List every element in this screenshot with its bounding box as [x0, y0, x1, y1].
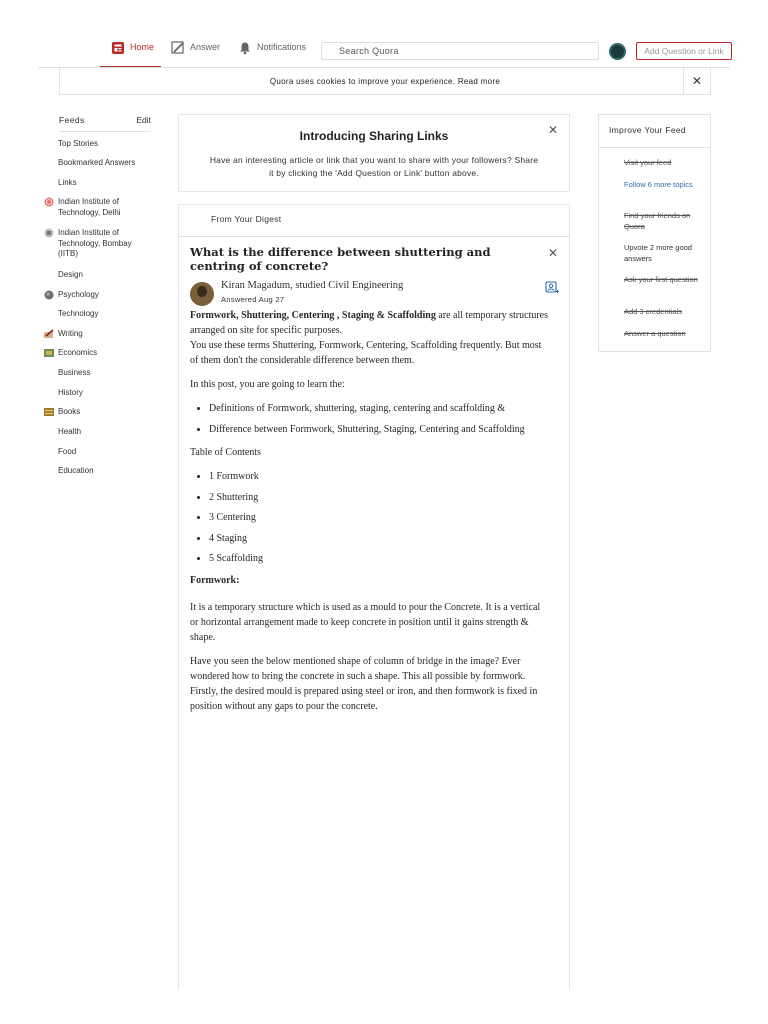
- sharing-links-card: [178, 114, 570, 192]
- sidebar-item-label: Food: [58, 447, 77, 456]
- close-icon[interactable]: ✕: [683, 68, 710, 94]
- improve-item-follow-topics[interactable]: Follow 6 more topics: [624, 180, 693, 189]
- sidebar-item-education[interactable]: [43, 466, 153, 477]
- toc-item[interactable]: • 4 Staging: [209, 531, 550, 546]
- formwork-heading-text: Formwork:: [190, 575, 240, 586]
- search-input[interactable]: Search Quora: [321, 42, 599, 60]
- sidebar-item-label: Indian Institute of Technology, Bombay (IITB): [58, 228, 132, 258]
- toc-item[interactable]: • 1 Formwork: [209, 469, 550, 484]
- improve-item-answer-question[interactable]: Answer a question: [624, 329, 686, 338]
- question-title[interactable]: What is the difference between shuttering and centring of concrete?: [190, 245, 491, 273]
- answer-date[interactable]: Answered Aug 27: [221, 295, 285, 304]
- close-icon[interactable]: ✕: [547, 123, 558, 137]
- sharing-links-body: Have an interesting article or link that you want to share with your followers? Share it by clicking the 'Add Question or Link' button above.: [209, 155, 539, 178]
- sidebar-item-label: Health: [58, 427, 82, 436]
- user-avatar[interactable]: [609, 43, 626, 60]
- sidebar-item-label: Books: [58, 407, 81, 416]
- sidebar-item-business[interactable]: [43, 368, 153, 379]
- nav-notifications-label: Notifications: [257, 42, 307, 52]
- toc-title: Table of Contents: [190, 447, 261, 458]
- sidebar-item-books[interactable]: [43, 407, 153, 418]
- learn-list: [190, 401, 550, 437]
- sidebar-item-label: Business: [58, 368, 91, 377]
- improve-item-add-credentials[interactable]: Add 3 credentials: [624, 307, 682, 316]
- sidebar-item-label: Bookmarked Answers: [58, 158, 136, 167]
- home-feed-icon: [111, 41, 125, 55]
- list-item: • Definitions of Formwork, shuttering, staging, centering and scaffolding &: [209, 401, 550, 416]
- top-nav-bar: [0, 0, 768, 68]
- list-item: • Difference between Formwork, Shuttering, Staging, Centering and Scaffolding: [209, 422, 550, 437]
- sidebar-item-label: Indian Institute of Technology, Delhi: [58, 197, 121, 217]
- formwork-heading: [190, 573, 550, 588]
- sharing-links-title: Introducing Sharing Links: [299, 129, 449, 143]
- improve-item-ask-question[interactable]: Ask your first question: [624, 275, 698, 284]
- sidebar-item-label: Design: [58, 270, 83, 279]
- add-question-button[interactable]: Add Question or Link: [636, 42, 732, 60]
- sidebar-item-label: Writing: [58, 329, 83, 338]
- economics-topic-icon: [43, 348, 55, 358]
- answer-body: [190, 308, 550, 723]
- iit-delhi-logo-icon: [43, 197, 55, 207]
- answer-intro-line2: You use these terms Shuttering, Formwork, Centering, Scaffolding frequently. But most of them don't the considerable difference between them.: [190, 340, 542, 366]
- sidebar-item-design[interactable]: [43, 270, 153, 281]
- sidebar-item-label: History: [58, 388, 83, 397]
- nav-home-label: Home: [130, 42, 155, 52]
- sidebar-item-label: Technology: [58, 309, 99, 318]
- sidebar-item-iit-delhi[interactable]: [43, 197, 153, 218]
- feeds-title: Feeds: [59, 115, 85, 125]
- sidebar-item-history[interactable]: [43, 388, 153, 399]
- sidebar-item-technology[interactable]: [43, 309, 153, 320]
- bell-icon: [238, 41, 252, 55]
- answer-card: [178, 237, 570, 990]
- writing-topic-icon: [43, 329, 55, 339]
- nav-answer-label: Answer: [190, 42, 221, 52]
- sidebar-item-links[interactable]: [43, 178, 153, 189]
- sidebar-item-health[interactable]: [43, 427, 153, 438]
- improve-item-upvote-answers[interactable]: Upvote 2 more good answers: [624, 243, 692, 263]
- sidebar-item-writing[interactable]: [43, 329, 153, 340]
- nav-notifications[interactable]: [238, 42, 306, 68]
- psychology-topic-icon: [43, 290, 55, 300]
- improve-feed-title: Improve Your Feed: [599, 115, 710, 148]
- sidebar-item-label: Psychology: [58, 290, 99, 299]
- formwork-paragraph-1: It is a temporary structure which is used as a mould to pour the Concrete. It is a vertical or horizontal arrangement made to keep concrete in position until it gains strength & shape.: [190, 602, 541, 643]
- formwork-paragraph-2: Have you seen the below mentioned shape of column of bridge in the image? Ever wondered how to bring the concrete in such a shape. This all possible by formwork. Firstly, the desired mould is prepared using steel or iron, and then formwork is fixed in position without any gaps to pour the concrete.: [190, 656, 538, 712]
- answer-intro-bold: Formwork, Shuttering, Centering , Staging & Scaffolding: [190, 310, 436, 321]
- toc-item[interactable]: • 3 Centering: [209, 510, 550, 525]
- books-topic-icon: [43, 407, 55, 417]
- sidebar-item-label: Top Stories: [58, 139, 99, 148]
- nav-home[interactable]: [100, 42, 161, 68]
- author-credential[interactable]: Kiran Magadum, studied Civil Engineering: [221, 280, 404, 291]
- sidebar-item-label: Links: [58, 178, 77, 187]
- sidebar-item-top-stories[interactable]: [43, 139, 153, 150]
- sidebar-item-bookmarked-answers[interactable]: [43, 158, 153, 169]
- improve-feed-card: [598, 114, 711, 352]
- toc-list: [190, 469, 550, 566]
- sidebar-item-label: Economics: [58, 348, 98, 357]
- cookie-banner: [59, 68, 711, 95]
- answer-intro: [190, 308, 550, 368]
- sidebar-item-label: Education: [58, 466, 94, 475]
- toc-item[interactable]: • 2 Shuttering: [209, 490, 550, 505]
- improve-item-find-friends[interactable]: Find your friends on Quora: [624, 211, 691, 231]
- learn-intro: In this post, you are going to learn the:: [190, 379, 345, 390]
- improve-item-visit-feed[interactable]: Visit your feed: [624, 158, 672, 167]
- nav-answer[interactable]: [171, 42, 220, 68]
- toc-item[interactable]: • 5 Scaffolding: [209, 551, 550, 566]
- iit-bombay-logo-icon: [43, 228, 55, 238]
- close-icon[interactable]: ✕: [547, 246, 558, 260]
- cookie-banner-text[interactable]: Quora uses cookies to improve your experience. Read more: [269, 76, 501, 86]
- sidebar-item-economics[interactable]: [43, 348, 153, 359]
- sidebar-item-food[interactable]: [43, 447, 153, 458]
- feeds-header: [59, 114, 151, 132]
- author-avatar[interactable]: [190, 282, 214, 306]
- sidebar-item-iit-bombay[interactable]: [43, 228, 153, 260]
- follow-user-icon[interactable]: [545, 281, 559, 295]
- sidebar-item-psychology[interactable]: [43, 290, 153, 301]
- digest-header: From Your Digest: [178, 204, 570, 237]
- feeds-edit-link[interactable]: Edit: [136, 115, 151, 125]
- answer-intro-rest: are all temporary structures arranged on site for specific purposes.: [190, 310, 549, 336]
- pencil-icon: [171, 41, 185, 55]
